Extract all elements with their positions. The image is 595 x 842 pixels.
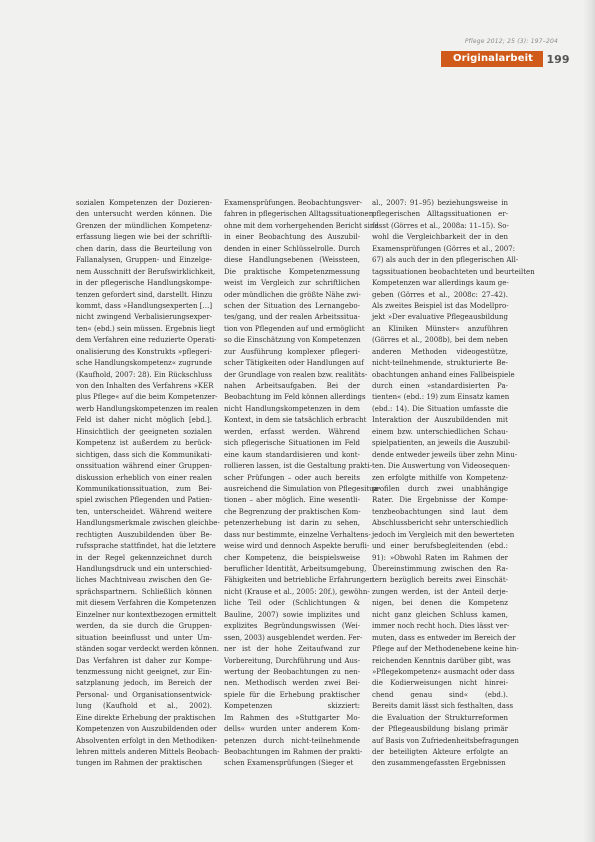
- text-line: die Kodierweisungen nicht hinrei-: [372, 679, 508, 688]
- text-line: Eine direkte Erhebung der praktischen: [76, 713, 216, 722]
- text-line: Beobachtung im Feld können allerdings: [224, 393, 366, 402]
- text-line: eine kaum standardisieren und kont-: [224, 450, 360, 459]
- text-line: tienten« (ebd.: 19) zum Einsatz kamen: [372, 393, 510, 402]
- text-line: in der pflegerische Handlungskompe-: [76, 279, 212, 288]
- text-line: zur Ausführung komplexer pflegeri-: [224, 347, 360, 356]
- text-line: sprächspartnern. Schließlich können: [76, 587, 212, 596]
- text-line: explizites Begründungswissen (Wei-: [224, 622, 360, 631]
- text-line: fasst (Görres et al., 2008a: 11–15). So-: [372, 221, 509, 230]
- text-line: in einer Beobachtung des Auszubil-: [224, 233, 360, 242]
- text-line: Als zweites Beispiel ist das Modellpro-: [372, 301, 509, 310]
- text-line: Einzelner nur kontextbezogen ermittelt: [76, 610, 217, 619]
- text-line: Kommunikationssituation, zum Bei-: [76, 484, 212, 493]
- text-line: dem Verfahren eine reduzierte Operati-: [76, 336, 217, 345]
- page-number: 199: [546, 52, 570, 66]
- text-line: tungen im Rahmen der praktischen: [76, 759, 203, 768]
- text-line: diskussion erheblich von einer realen: [76, 473, 212, 482]
- text-line: geben (Görres et al., 2008c: 27–42).: [372, 290, 508, 299]
- text-line: mit diesem Verfahren die Kompetenzen: [76, 599, 217, 608]
- text-line: der beteiligten Akteure erfolgte an: [372, 748, 508, 756]
- text-line: pflegerischen Alltagssituationen er-: [372, 210, 508, 219]
- text-line: diese Handlungsebenen (Weissteen,: [224, 256, 360, 265]
- text-line: dende entweder jeweils über zehn Minu-: [372, 450, 518, 459]
- text-line: reichenden Kenntnis darüber gibt, was: [372, 656, 511, 665]
- text-line: jedoch im Vergleich mit den bewerteten: [372, 530, 515, 539]
- text-line: und einer berufsbegleitenden (ebd.:: [372, 542, 508, 551]
- text-line: an Kliniken Münster« anzuführen: [372, 324, 508, 333]
- text-line: al., 2007: 91–95) beziehungsweise in: [372, 199, 508, 207]
- text-line: liche Teil oder (Schlichtungen &: [224, 599, 360, 608]
- text-line: spiele für die Erhebung praktischer: [224, 690, 360, 699]
- text-line: zen erfolgte mithilfe von Kompetenz-: [372, 473, 508, 482]
- text-line: sozialen Kompetenzen der Dozieren-: [76, 199, 212, 207]
- body-text: [76, 198, 535, 770]
- text-line: Interaktion der Auszubildenden mit: [372, 416, 508, 425]
- text-line: tern bezüglich bereits zwei Einschät-: [372, 576, 508, 585]
- text-line: muten, dass es entweder im Bereich der: [372, 633, 516, 642]
- text-line: Fähigkeiten und betriebliche Erfahrungen: [224, 576, 374, 585]
- text-line: lung (Kaufhold et al., 2002).: [76, 702, 212, 711]
- text-line: erfassung liegen wie bei der schriftli-: [76, 233, 212, 242]
- text-column-2: [224, 198, 381, 770]
- text-line: durch einen »standardisierten Pa-: [372, 382, 508, 390]
- text-line: immer noch recht hoch. Dies lässt ver-: [372, 622, 510, 631]
- text-line: 91): »Obwohl Raten im Rahmen der: [372, 553, 508, 562]
- text-line: tion von Pflegenden auf und ermöglicht: [224, 324, 365, 333]
- text-line: petenzen durch nicht-teilnehmende: [224, 736, 360, 745]
- text-line: ständen sogar verdeckt werden können.: [76, 645, 219, 654]
- text-line: den untersucht werden können. Die: [76, 210, 212, 219]
- text-line: Rater. Die Ergebnisse der Kompe-: [372, 496, 508, 505]
- text-line: Abschlussbericht sehr unterschiedlich: [372, 519, 509, 528]
- text-line: Das Verfahren ist daher zur Kompe-: [76, 656, 212, 665]
- text-line: werb Handlungskompetenzen im realen: [76, 404, 219, 413]
- text-line: nen. Methodisch werden zwei Bei-: [224, 679, 360, 688]
- text-line: Feld ist daher nicht möglich [ebd.].: [76, 416, 212, 425]
- text-line: Kompetenzen von Auszubildenden oder: [76, 725, 217, 734]
- text-line: auf Basis von Zufriedenheitsbefragungen: [372, 736, 519, 745]
- text-line: wohl die Vergleichbarkeit der in den: [372, 233, 508, 242]
- text-line: ohne mit dem vorhergehenden Bericht sind: [224, 221, 379, 230]
- text-line: Kompetenz ist außerdem zu berück-: [76, 439, 212, 448]
- text-line: ner ist der hohe Zeitaufwand zur: [224, 645, 360, 654]
- text-line: so die Einschätzung von Kompetenzen: [224, 336, 361, 345]
- text-line: Examensprüfungen (Görres et al., 2007:: [372, 244, 516, 253]
- text-line: plus Pflege« auf die beim Kompetenzer-: [76, 393, 218, 402]
- text-line: nem Ausschnitt der Berufswirklichkeit,: [76, 267, 216, 276]
- text-line: obachtungen anhand eines Fallbeispiele: [372, 370, 515, 379]
- text-line: onssituation während einer Gruppen-: [76, 462, 212, 471]
- text-line: ten. Die Auswertung von Videosequen-: [372, 462, 510, 471]
- text-line: scher Prüfungen – oder auch bereits: [224, 473, 360, 482]
- section-label-badge: Originalarbeit: [441, 51, 543, 67]
- text-line: tagssituationen beobachteten und beurteilten: [372, 267, 535, 276]
- text-line: jekt »Der evaluative Pflegeausbildung: [372, 313, 508, 322]
- text-line: schen Examensprüfungen (Sieger et: [224, 759, 354, 768]
- text-line: tionen – aber möglich. Eine wesentli-: [224, 496, 360, 505]
- text-line: Vorbereitung, Durchführung und Aus-: [224, 656, 360, 665]
- text-line: profilen durch zwei unabhängige: [372, 484, 508, 493]
- text-line: von den Inhalten des Verfahrens »KER: [76, 382, 214, 390]
- text-line: tes/gang, und der realen Arbeitssitua-: [224, 313, 360, 322]
- text-line: Übereinstimmung zwischen den Ra-: [372, 565, 508, 573]
- text-line: Personal- und Organisationsentwick-: [76, 690, 212, 699]
- text-line: den zusammengefassten Ergebnissen: [372, 759, 506, 768]
- text-line: »Pflegekompetenz« ausmacht oder dass: [372, 667, 515, 676]
- text-line: Pflege auf der Methodenebene keine hin-: [372, 645, 519, 654]
- text-line: nicht zwingend Verbalisierungsexper-: [76, 313, 212, 322]
- text-line: rechtigten Auszubildenden über Be-: [76, 530, 212, 539]
- page-scan-edge: [583, 0, 595, 842]
- text-line: tenzmessung nicht geeignet, zur Ein-: [76, 667, 212, 676]
- text-line: chend genau sind« (ebd.).: [372, 690, 508, 699]
- text-line: einem bzw. unterschiedlichen Schau-: [372, 427, 508, 436]
- text-line: der Pflegeausbildung bislang primär: [372, 725, 508, 734]
- text-line: rufssprache stattfindet, hat die letztere: [76, 542, 216, 551]
- text-line: chen darin, dass die Beurteilung von: [76, 244, 212, 253]
- text-line: ten, unterscheidet. Während weitere: [76, 507, 212, 516]
- text-line: kommt, dass »Handlungsexperten […]: [76, 301, 213, 310]
- text-line: weise wird und dennoch Aspekte berufli-: [224, 542, 370, 551]
- text-line: weist im Vergleich zur schriftlichen: [224, 279, 360, 288]
- text-line: Kontext, in dem sie tatsächlich erbracht: [224, 416, 367, 425]
- text-line: Kompetenzen war allerdings kaum ge-: [372, 279, 509, 288]
- text-line: (Kaufhold, 2007: 28). Ein Rückschluss: [76, 370, 212, 379]
- text-line: Examensprüfungen. Beobachtungsver-: [224, 199, 362, 207]
- text-column-1: [76, 198, 220, 770]
- text-line: Handlungsdruck und ein unterschied-: [76, 565, 212, 573]
- journal-reference: Pflege 2012; 25 (3): 197–204: [464, 38, 558, 45]
- text-line: nicht-teilnehmende, strukturierte Be-: [372, 359, 508, 368]
- text-line: liches Machtniveau zwischen den Ge-: [76, 576, 212, 585]
- text-line: schen der Situation des Lernangebo-: [224, 301, 360, 310]
- text-line: satzplanung jedoch, im Bereich der: [76, 679, 212, 688]
- text-line: Handlungsmerkmale zwischen gleichbe-: [76, 519, 220, 528]
- text-line: Beobachtungen im Rahmen der prakti-: [224, 748, 363, 756]
- text-line: oder mündlichen die größte Nähe zwi-: [224, 290, 361, 299]
- text-line: Hinsichtlich der geeigneten sozialen: [76, 427, 212, 436]
- text-line: anderen Methoden videogestütze,: [372, 347, 508, 356]
- text-line: ten« (ebd.) sein müssen. Ergebnis liegt: [76, 324, 216, 333]
- text-line: wertung der Beobachtungen zu nen-: [224, 667, 360, 676]
- text-line: scher Tätigkeiten oder Handlungen auf: [224, 359, 364, 368]
- text-line: (Görres et al., 2008b), bei dem neben: [372, 336, 508, 345]
- text-line: lehren mittels anderen Mittels Beobach-: [76, 748, 220, 756]
- text-line: cher Kompetenz, die beispielsweise: [224, 553, 360, 562]
- text-line: Im Rahmen des »Stuttgarter Mo-: [224, 713, 360, 722]
- text-line: zungen werden, ist der Anteil derje-: [372, 587, 508, 596]
- text-line: ssen, 2003) ausgeblendet werden. Fer-: [224, 633, 363, 642]
- text-line: Bauline, 2007) sowie implizites und: [224, 610, 360, 619]
- text-line: nigen, bei denen die Kompetenz: [372, 599, 508, 608]
- text-line: der Grundlage von realen bzw. realitäts-: [224, 370, 368, 379]
- text-line: ausreichend die Simulation von Pflegesitua-: [224, 484, 381, 493]
- text-line: Kompetenzen skizziert:: [224, 702, 360, 711]
- text-line: che Begrenzung der praktischen Kom-: [224, 507, 361, 516]
- text-line: Grenzen der mündlichen Kompetenz-: [76, 221, 212, 230]
- text-line: spiel zwischen Pflegenden und Patien-: [76, 496, 213, 505]
- text-line: dass nur bestimmte, einzelne Verhaltens-: [224, 530, 371, 539]
- running-header: [441, 51, 573, 67]
- text-line: tenzen gefordert sind, darstellt. Hinzu: [76, 290, 213, 299]
- text-line: werden, erfasst werden. Während: [224, 427, 360, 436]
- text-line: nicht (Krause et al., 2005: 20f.), gewöhn-: [224, 587, 370, 596]
- text-line: (ebd.: 14). Die Situation umfasste die: [372, 404, 508, 413]
- text-line: dells« wurden unter anderem Kom-: [224, 725, 360, 734]
- text-line: Fallanalysen, Gruppen- und Einzelge-: [76, 256, 212, 265]
- text-line: denden in einer Schlüsselrolle. Durch: [224, 244, 360, 253]
- text-line: sche Handlungskompetenz« zugrunde: [76, 359, 213, 368]
- text-line: rollieren lassen, ist die Gestaltung prakti-: [224, 462, 373, 471]
- text-line: spielpatienten, an jeweils die Auszubil-: [372, 439, 511, 448]
- text-line: sich pflegerische Situationen im Feld: [224, 439, 360, 448]
- text-line: beruflicher Identität, Arbeitsumgebung,: [224, 565, 367, 573]
- text-line: Bereits damit lässt sich festhalten, dass: [372, 702, 514, 711]
- text-line: petenzerhebung ist darin zu sehen,: [224, 519, 360, 528]
- text-line: in der Regel gekennzeichnet durch: [76, 553, 212, 562]
- text-line: fahren in pflegerischen Alltagssituationen: [224, 210, 374, 219]
- text-line: 67) als auch der in den pflegerischen All-: [372, 256, 519, 265]
- text-line: nicht ganz gleichen Schluss kamen,: [372, 610, 508, 619]
- text-line: onalisierung des Konstrukts »pflegeri-: [76, 347, 212, 356]
- text-line: Absolventen erfolgt in den Methodiken-: [76, 736, 218, 745]
- text-line: tenzbeobachtungen sind laut dem: [372, 507, 508, 516]
- text-line: nahen Arbeitsaufgaben. Bei der: [224, 382, 360, 390]
- text-column-3: [372, 198, 535, 770]
- text-line: die Evaluation der Strukturreformen: [372, 713, 508, 722]
- text-line: nicht Handlungskompetenzen in dem: [224, 404, 360, 413]
- text-line: sichtigen, dass sich die Kommunikati-: [76, 450, 212, 459]
- text-line: situation beeinflusst und unter Um-: [76, 633, 212, 642]
- text-line: Die praktische Kompetenzmessung: [224, 267, 360, 276]
- text-line: werden, da sie durch die Gruppen-: [76, 622, 212, 631]
